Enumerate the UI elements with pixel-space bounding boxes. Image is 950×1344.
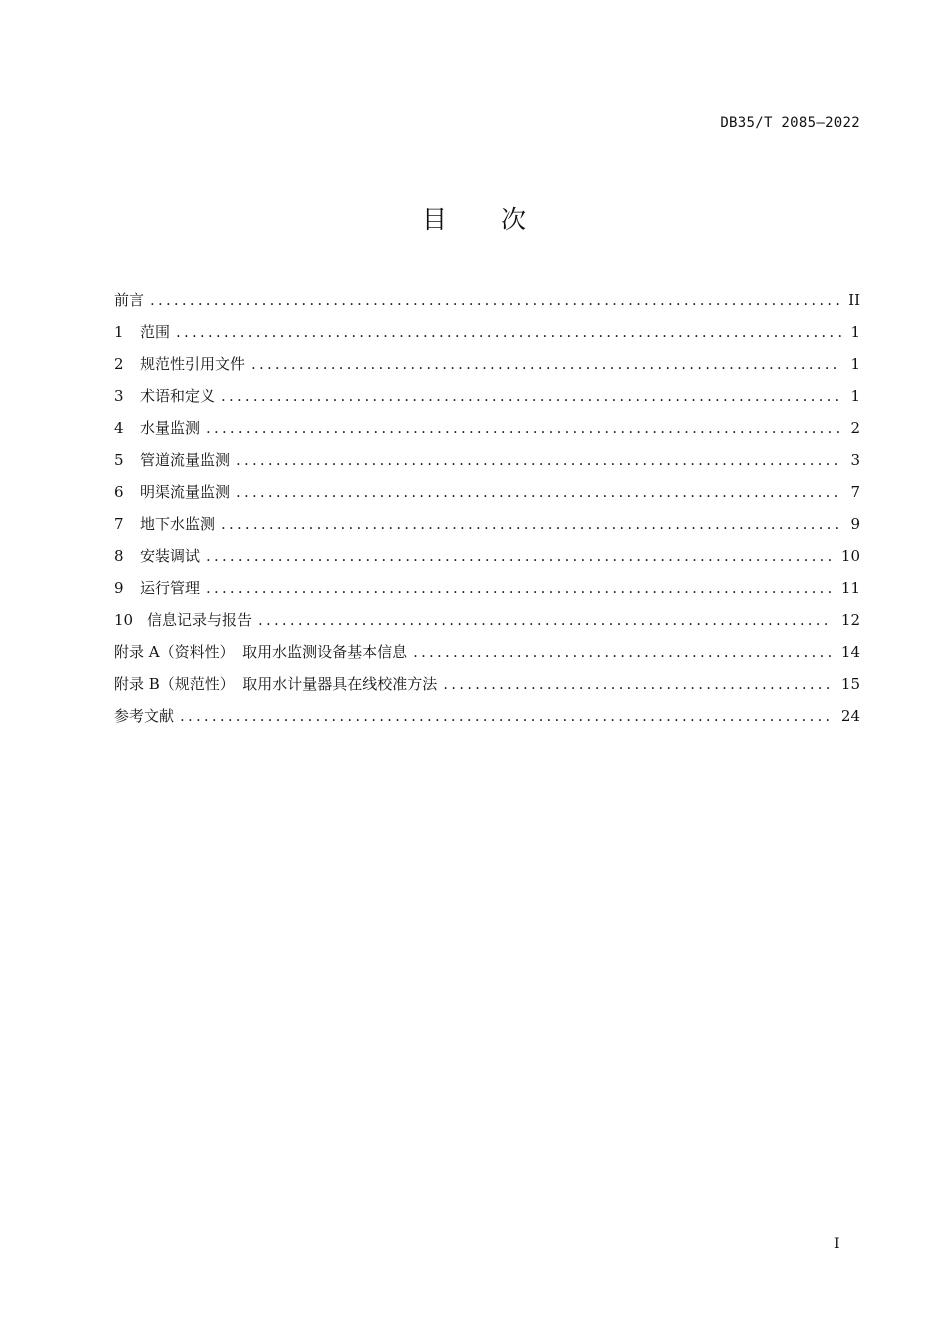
toc-entry-number: 4: [114, 419, 124, 437]
toc-leader-dots: [221, 508, 842, 540]
table-of-contents: [114, 284, 860, 732]
toc-entry-pipe-flow[interactable]: [114, 444, 860, 476]
toc-entry-label: 附录 A（资料性） 取用水监测设备基本信息: [114, 643, 408, 661]
toc-entry-page: 2: [850, 419, 860, 437]
toc-entry-label: 明渠流量监测: [140, 483, 231, 501]
toc-entry-number: 6: [114, 483, 124, 501]
toc-entry-page: 1: [850, 355, 860, 373]
toc-entry-number: 8: [114, 547, 124, 565]
toc-entry-number: 10: [114, 611, 134, 629]
toc-entry-page: 11: [840, 579, 860, 597]
toc-entry-bibliography[interactable]: [114, 700, 860, 732]
toc-entry-number: 7: [114, 515, 124, 533]
toc-leader-dots: [206, 540, 833, 572]
toc-entry-scope[interactable]: [114, 316, 860, 348]
toc-entry-normative-references[interactable]: [114, 348, 860, 380]
toc-entry-installation[interactable]: [114, 540, 860, 572]
toc-entry-page: 24: [840, 707, 860, 725]
toc-leader-dots: [251, 348, 842, 380]
toc-entry-number: 1: [114, 323, 124, 341]
toc-leader-dots: [236, 444, 842, 476]
toc-entry-records[interactable]: [114, 604, 860, 636]
toc-entry-page: II: [848, 291, 860, 309]
toc-leader-dots: [221, 380, 842, 412]
toc-entry-page: 15: [840, 675, 860, 693]
toc-entry-label: 管道流量监测: [140, 451, 231, 469]
toc-entry-page: 1: [850, 387, 860, 405]
toc-leader-dots: [413, 636, 833, 668]
toc-leader-dots: [258, 604, 833, 636]
toc-entry-page: 7: [850, 483, 860, 501]
toc-entry-operation[interactable]: [114, 572, 860, 604]
toc-entry-label: 术语和定义: [140, 387, 216, 405]
toc-entry-page: 3: [850, 451, 860, 469]
toc-entry-label: 前言: [114, 291, 145, 309]
toc-entry-page: 12: [840, 611, 860, 629]
toc-entry-label: 规范性引用文件: [140, 355, 246, 373]
title-part-1: 目: [421, 205, 449, 234]
toc-entry-appendix-b[interactable]: [114, 668, 860, 700]
toc-entry-foreword[interactable]: [114, 284, 860, 316]
toc-entry-label: 参考文献: [114, 707, 175, 725]
toc-entry-open-channel-flow[interactable]: [114, 476, 860, 508]
toc-entry-label: 安装调试: [140, 547, 201, 565]
toc-leader-dots: [176, 316, 842, 348]
toc-entry-page: 9: [850, 515, 860, 533]
toc-entry-label: 运行管理: [140, 579, 201, 597]
toc-entry-number: 5: [114, 451, 124, 469]
toc-leader-dots: [206, 572, 833, 604]
toc-entry-page: 1: [850, 323, 860, 341]
toc-entry-appendix-a[interactable]: [114, 636, 860, 668]
toc-entry-label: 水量监测: [140, 419, 201, 437]
toc-entry-label: 范围: [140, 323, 171, 341]
toc-entry-label: 附录 B（规范性） 取用水计量器具在线校准方法: [114, 675, 438, 693]
toc-leader-dots: [150, 284, 840, 316]
toc-entry-page: 10: [840, 547, 860, 565]
toc-entry-groundwater[interactable]: [114, 508, 860, 540]
toc-entry-terms[interactable]: [114, 380, 860, 412]
toc-leader-dots: [443, 668, 833, 700]
toc-leader-dots: [236, 476, 842, 508]
toc-entry-label: 地下水监测: [140, 515, 216, 533]
toc-entry-number: 3: [114, 387, 124, 405]
toc-entry-number: 9: [114, 579, 124, 597]
title-part-2: 次: [501, 205, 529, 234]
toc-leader-dots: [206, 412, 842, 444]
document-code: DB35/T 2085—2022: [720, 115, 860, 131]
toc-leader-dots: [180, 700, 833, 732]
toc-entry-number: 2: [114, 355, 124, 373]
page-number: I: [834, 1236, 840, 1252]
toc-entry-water-quantity[interactable]: [114, 412, 860, 444]
toc-entry-page: 14: [840, 643, 860, 661]
page-title: [0, 200, 950, 236]
toc-entry-label: 信息记录与报告: [147, 611, 253, 629]
